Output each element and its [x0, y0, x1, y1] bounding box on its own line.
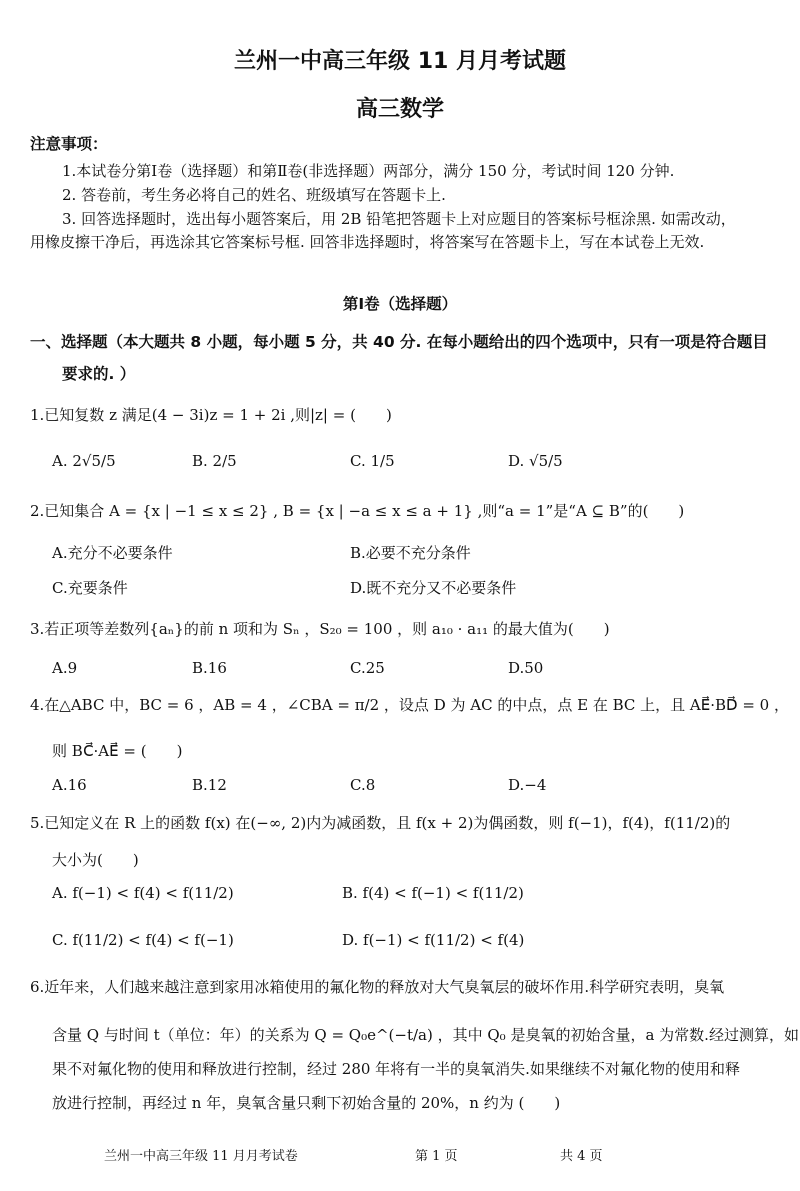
footer-total-pages: 共 4 页: [560, 1149, 603, 1164]
question-4-option-d: D.−4: [508, 776, 547, 794]
question-5-option-b: B. f(4) < f(−1) < f(11/2): [342, 884, 524, 902]
question-5-option-d: D. f(−1) < f(11/2) < f(4): [342, 931, 525, 949]
notice-item-3-line-1: 3. 回答选择题时，选出每小题答案后，用 2B 铅笔把答题卡上对应题目的答案标号框涂黑. 如需改动，: [62, 210, 736, 228]
question-6-line-2: 含量 Q 与时间 t（单位：年）的关系为 Q = Q₀e^(−t/a) ，其中 Q₀ 是臭氧的初始含量，a 为常数.经过测算，如: [52, 1026, 799, 1044]
question-4-option-a: A.16: [52, 776, 87, 794]
question-6-line-3: 果不对氟化物的使用和释放进行控制，经过 280 年将有一半的臭氧消失.如果继续不对氟化物的使用和释: [52, 1060, 740, 1078]
part1-title: 第Ⅰ卷（选择题）: [342, 295, 458, 313]
question-5-stem-line-1: 5.已知定义在 R 上的函数 f(x) 在(−∞, 2)内为减函数，且 f(x + 2)为偶函数，则 f(−1)，f(4)，f(11/2)的: [30, 814, 731, 832]
section-instruction-line-2: 要求的. ）: [62, 365, 136, 383]
question-4-option-c: C.8: [350, 776, 376, 794]
question-1-option-b: B. 2/5: [192, 452, 237, 470]
question-3-option-a: A.9: [52, 659, 78, 677]
question-3-option-d: D.50: [508, 659, 544, 677]
question-4-stem-line-1: 4.在△ABC 中，BC = 6 ，AB = 4 ，∠CBA = π/2 ，设点 D 为 AC 的中点，点 E 在 BC 上，且 AE⃗·BD⃗ = 0 ，: [30, 696, 789, 714]
question-4-option-b: B.12: [192, 776, 227, 794]
question-1-stem: 1.已知复数 z 满足(4 − 3i)z = 1 + 2i ,则|z| = ( ): [30, 406, 392, 424]
question-3-stem: 3.若正项等差数列{aₙ}的前 n 项和为 Sₙ ，S₂₀ = 100 ，则 a₁₀ · a₁₁ 的最大值为( ): [30, 620, 610, 638]
notice-item-3-line-2: 用橡皮擦干净后，再选涂其它答案标号框. 回答非选择题时，将答案写在答题卡上，写在本试卷上无效.: [30, 233, 705, 251]
question-4-stem-line-2: 则 BC⃗·AE⃗ = ( ): [52, 742, 183, 760]
question-2-option-a: A.充分不必要条件: [52, 544, 173, 562]
question-6-line-1: 6.近年来，人们越来越注意到家用冰箱使用的氟化物的释放对大气臭氧层的破坏作用.科学研究表明，臭氧: [30, 978, 725, 996]
question-2-option-c: C.充要条件: [52, 579, 128, 597]
question-3-option-b: B.16: [192, 659, 227, 677]
exam-subtitle: 高三数学: [355, 97, 444, 122]
exam-title: 兰州一中高三年级 11 月月考试题: [234, 49, 566, 74]
question-5-option-a: A. f(−1) < f(4) < f(11/2): [52, 884, 234, 902]
question-5-option-c: C. f(11/2) < f(4) < f(−1): [52, 931, 234, 949]
question-5-stem-line-2: 大小为( ): [52, 851, 139, 869]
question-1-option-c: C. 1/5: [350, 452, 395, 470]
notice-item-2: 2. 答卷前，考生务必将自己的姓名、班级填写在答题卡上.: [62, 186, 446, 204]
notice-item-1: 1.本试卷分第Ⅰ卷（选择题）和第Ⅱ卷(非选择题）两部分，满分 150 分，考试时间 120 分钟.: [62, 162, 675, 180]
question-3-option-c: C.25: [350, 659, 385, 677]
footer-page-number: 第 1 页: [415, 1149, 458, 1164]
question-1-option-d: D. √5/5: [508, 452, 563, 470]
notice-heading: 注意事项：: [30, 135, 108, 153]
question-2-stem: 2.已知集合 A = {x | −1 ≤ x ≤ 2} , B = {x | −a ≤ x ≤ a + 1} ,则“a = 1”是“A ⊆ B”的( ): [30, 502, 685, 520]
footer-exam-name: 兰州一中高三年级 11 月月考试卷: [104, 1149, 298, 1164]
question-2-option-d: D.既不充分又不必要条件: [350, 579, 517, 597]
section-instruction-line-1: 一、选择题（本大题共 8 小题，每小题 5 分，共 40 分. 在每小题给出的四个选项中，只有一项是符合题目: [30, 333, 768, 351]
question-2-option-b: B.必要不充分条件: [350, 544, 471, 562]
question-6-line-4: 放进行控制，再经过 n 年，臭氧含量只剩下初始含量的 20%，n 约为 ( ): [52, 1094, 561, 1112]
question-1-option-a: A. 2√5/5: [52, 452, 116, 470]
